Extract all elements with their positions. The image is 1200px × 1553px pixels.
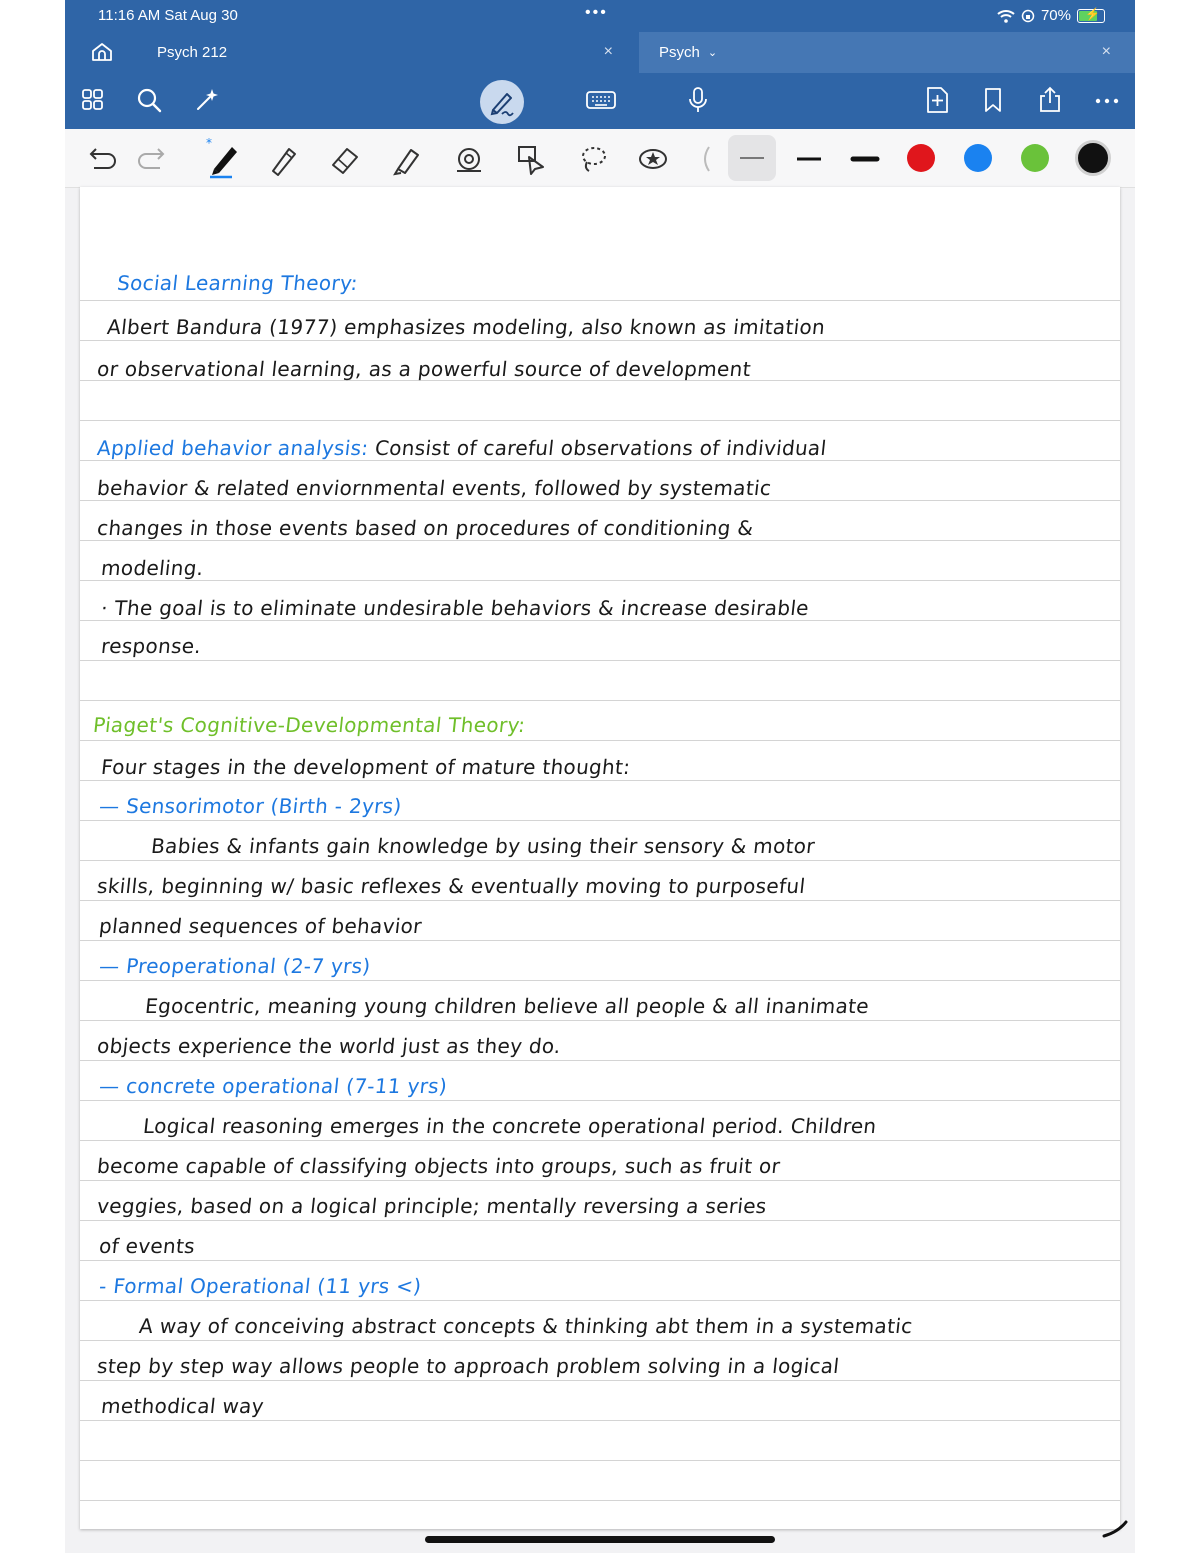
thickness-thick[interactable] (847, 141, 883, 177)
ruled-line (80, 740, 1120, 741)
tab-psych[interactable] (639, 32, 1135, 73)
app-window (65, 0, 1135, 1553)
ruled-line (80, 580, 1120, 581)
note-line: of events (98, 1234, 197, 1258)
battery-icon: ⚡ (1077, 9, 1105, 23)
tab-label: Psych (659, 44, 700, 61)
home-icon[interactable] (91, 42, 113, 62)
ruled-line (80, 460, 1120, 461)
highlighter-tool-icon[interactable] (389, 141, 425, 177)
wifi-icon (997, 9, 1015, 23)
status-time: 11:16 AM Sat Aug 30 (98, 7, 238, 24)
note-line: A way of conceiving abstract concepts & thinking abt them in a systematic (138, 1314, 914, 1338)
add-page-icon[interactable] (922, 85, 952, 115)
note-text: Consist of careful observations of individual (367, 436, 828, 460)
note-line: veggies, based on a logical principle; mentally reversing a series (96, 1194, 768, 1218)
pen-stroke-mark (1100, 1518, 1130, 1540)
thin-line-icon (728, 135, 776, 181)
ruled-line (80, 340, 1120, 341)
note-line: changes in those events based on procedures of conditioning & (96, 516, 755, 540)
ruled-line (80, 300, 1120, 301)
search-icon[interactable] (134, 85, 164, 115)
color-black-selected[interactable] (1075, 140, 1111, 176)
ruled-line (80, 860, 1120, 861)
ruled-line (80, 1180, 1120, 1181)
close-icon[interactable]: × (603, 43, 613, 60)
note-line: become capable of classifying objects into groups, such as fruit or (96, 1154, 782, 1178)
note-line: Albert Bandura (1977) emphasizes modeling, also known as imitation (106, 315, 827, 339)
ruled-line (80, 1300, 1120, 1301)
ruled-line (80, 660, 1120, 661)
grid-icon[interactable] (79, 85, 109, 115)
note-line-applied (96, 436, 1119, 460)
color-red[interactable] (907, 144, 935, 172)
note-line: Babies & infants gain knowledge by using their sensory & motor (150, 834, 817, 858)
status-right (997, 7, 1105, 24)
svg-text:*: * (206, 136, 212, 150)
note-line: response. (100, 634, 203, 658)
ruled-line (80, 1020, 1120, 1021)
color-green[interactable] (1021, 144, 1049, 172)
lasso-tool-icon[interactable] (575, 141, 611, 177)
ruled-line (80, 1220, 1120, 1221)
main-toolbar (65, 73, 1135, 129)
heading-social-learning: Social Learning Theory: (116, 271, 360, 295)
ruled-line (80, 620, 1120, 621)
note-line: modeling. (100, 556, 205, 580)
undo-icon[interactable] (81, 141, 117, 177)
thickness-medium[interactable] (791, 141, 827, 177)
home-indicator[interactable] (425, 1536, 775, 1543)
status-bar (65, 0, 1135, 32)
ruled-line (80, 1380, 1120, 1381)
keyboard-icon[interactable] (584, 85, 618, 115)
note-line: or observational learning, as a powerful source of development (96, 357, 753, 381)
color-blue[interactable] (964, 144, 992, 172)
note-line: Logical reasoning emerges in the concrete operational period. Children (142, 1114, 878, 1138)
ruled-line (80, 540, 1120, 541)
ruled-line (80, 940, 1120, 941)
note-line: planned sequences of behavior (98, 914, 424, 938)
orientation-lock-icon (1021, 9, 1035, 23)
note-line: step by step way allows people to approach problem solving in a logical (96, 1354, 841, 1378)
note-line: skills, beginning w/ basic reflexes & eventually moving to purposeful (96, 874, 807, 898)
stage-sensorimotor: — Sensorimotor (Birth - 2yrs) (98, 794, 403, 818)
note-line: objects experience the world just as they do. (96, 1034, 563, 1058)
tab-bar (65, 32, 1135, 73)
shape-tool-icon[interactable] (451, 141, 487, 177)
ruled-line (80, 500, 1120, 501)
note-line: · The goal is to eliminate undesirable behaviors & increase desirable (100, 596, 811, 620)
ruled-line (80, 1100, 1120, 1101)
ruled-line (80, 1140, 1120, 1141)
more-icon[interactable] (1092, 85, 1122, 115)
heading-applied-behavior: Applied behavior analysis: (96, 436, 370, 460)
battery-percent: 70% (1040, 7, 1071, 24)
ruled-line (80, 420, 1120, 421)
ruled-line (80, 900, 1120, 901)
ruled-line (80, 700, 1120, 701)
ruled-line (80, 1340, 1120, 1341)
share-icon[interactable] (1035, 85, 1065, 115)
tab-psych-212[interactable] (137, 32, 637, 73)
sparkle-icon[interactable] (192, 85, 222, 115)
heading-piaget: Piaget's Cognitive-Developmental Theory: (92, 713, 527, 737)
ruled-line (80, 1060, 1120, 1061)
redo-icon[interactable] (137, 141, 173, 177)
ruler-edge-icon[interactable] (697, 141, 711, 177)
drawing-tools-bar (65, 129, 1135, 188)
pencil-tool-icon[interactable] (265, 141, 301, 177)
bookmark-icon[interactable] (978, 85, 1008, 115)
tab-label: Psych 212 (157, 44, 228, 61)
pen-tool-icon[interactable] (202, 135, 246, 179)
stage-formal-operational: - Formal Operational (11 yrs <) (98, 1274, 423, 1298)
image-tool-icon[interactable] (513, 141, 549, 177)
chevron-down-icon[interactable]: ⌄ (707, 47, 718, 59)
eraser-tool-icon[interactable] (327, 141, 363, 177)
multitasking-dots[interactable]: ••• (585, 4, 608, 21)
ruled-line (80, 1420, 1120, 1421)
stage-preoperational: — Preoperational (2-7 yrs) (98, 954, 372, 978)
notebook-page[interactable] (80, 187, 1120, 1529)
thickness-thin-selected[interactable] (728, 135, 776, 181)
close-icon[interactable]: × (1101, 43, 1111, 60)
microphone-icon[interactable] (683, 85, 713, 115)
pen-mode-button[interactable] (480, 80, 524, 124)
note-line: behavior & related enviornmental events, followed by systematic (96, 476, 773, 500)
pen-mode-icon (480, 80, 524, 124)
stage-concrete-operational: — concrete operational (7-11 yrs) (98, 1074, 449, 1098)
ruled-line (80, 820, 1120, 821)
note-line: methodical way (100, 1394, 266, 1418)
note-line: Egocentric, meaning young children believe all people & all inanimate (144, 994, 871, 1018)
sticker-tool-icon[interactable] (635, 141, 671, 177)
ruled-line (80, 1460, 1120, 1461)
ruled-line (80, 980, 1120, 981)
note-line: Four stages in the development of mature thought: (100, 755, 632, 779)
ruled-line (80, 1500, 1120, 1501)
ruled-line (80, 780, 1120, 781)
ruled-line (80, 1260, 1120, 1261)
